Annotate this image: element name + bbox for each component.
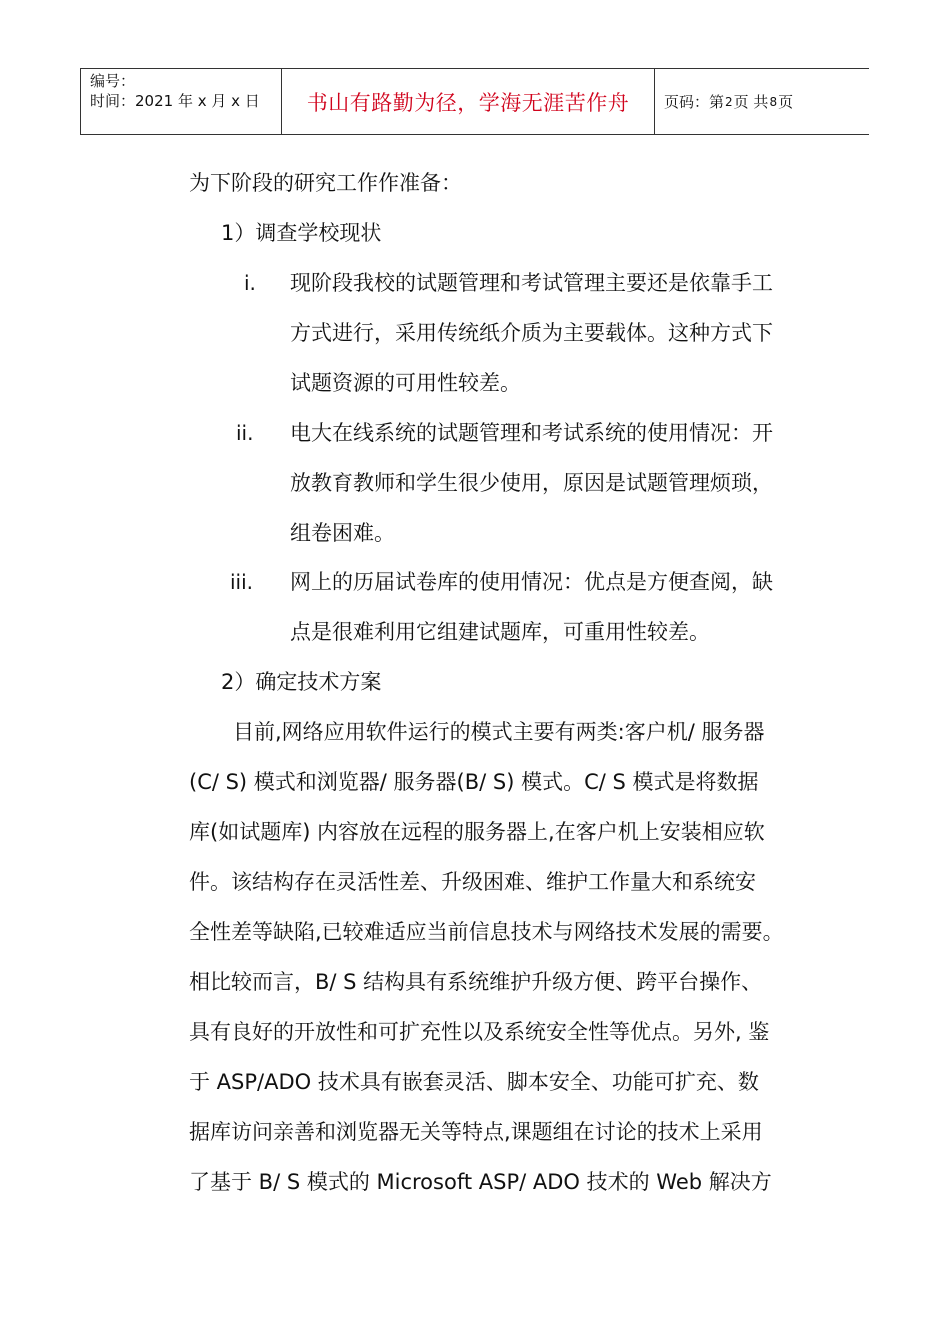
list-item-line: 方式进行，采用传统纸介质为主要载体。这种方式下 [290, 321, 773, 345]
page-mid: 页 共 [733, 93, 769, 111]
page-suffix: 页 [778, 93, 794, 111]
list-marker-ii: ii. [236, 421, 254, 445]
list-item-line: 点是很难利用它组建试题库，可重用性较差。 [290, 620, 710, 644]
header-motto-cell [282, 69, 655, 134]
paragraph-line: 相比较而言，B/ S 结构具有系统维护升级方便、跨平台操作、 [189, 970, 763, 994]
list-item-line: 试题资源的可用性较差。 [290, 371, 521, 395]
header-meta [81, 69, 282, 134]
list-item-line: 组卷困难。 [290, 521, 395, 545]
paragraph-line: 库(如试题库) 内容放在远程的服务器上,在客户机上安装相应软 [189, 820, 765, 844]
section-heading-1: 1）调查学校现状 [221, 221, 382, 245]
paragraph-line: (C/ S) 模式和浏览器/ 服务器(B/ S) 模式。C/ S 模式是将数据 [189, 770, 759, 794]
paragraph-line: 件。该结构存在灵活性差、升级困难、维护工作量大和系统安 [189, 870, 756, 894]
list-marker-i: i. [244, 271, 256, 295]
page-prefix: 页码：第 [664, 93, 725, 111]
page-current: 2 [725, 94, 733, 109]
header-motto: 书山有路勤为径，学海无涯苦作舟 [306, 90, 630, 115]
list-item-line: 现阶段我校的试题管理和考试管理主要还是依靠手工 [290, 271, 773, 295]
list-marker-iii: iii. [230, 570, 254, 594]
list-item-line: 电大在线系统的试题管理和考试系统的使用情况：开 [290, 421, 773, 445]
time-label: 时间：2021 年 x 月 x 日 [90, 92, 260, 110]
list-item-line: 放教育教师和学生很少使用，原因是试题管理烦琐， [290, 471, 773, 495]
list-item-line: 网上的历届试卷库的使用情况：优点是方便查阅，缺 [290, 570, 773, 594]
intro-text: 为下阶段的研究工作作准备： [189, 171, 462, 195]
paragraph-line: 了基于 B/ S 模式的 Microsoft ASP/ ADO 技术的 Web 解决方 [189, 1170, 772, 1194]
paragraph-line: 具有良好的开放性和可扩充性以及系统安全性等优点。另外, 鉴 [189, 1020, 770, 1044]
section-heading-2: 2）确定技术方案 [221, 670, 382, 694]
paragraph-line: 据库访问亲善和浏览器无关等特点,课题组在讨论的技术上采用 [189, 1120, 763, 1144]
number-label: 编号： [90, 72, 136, 90]
page-indicator [655, 69, 869, 134]
paragraph-line: 全性差等缺陷,已较难适应当前信息技术与网络技术发展的需要。 [189, 920, 784, 944]
paragraph-line: 目前,网络应用软件运行的模式主要有两类:客户机/ 服务器 [233, 720, 765, 744]
document-header [80, 68, 869, 135]
paragraph-line: 于 ASP/ADO 技术具有嵌套灵活、脚本安全、功能可扩充、数 [189, 1070, 759, 1094]
page-total: 8 [769, 94, 778, 109]
